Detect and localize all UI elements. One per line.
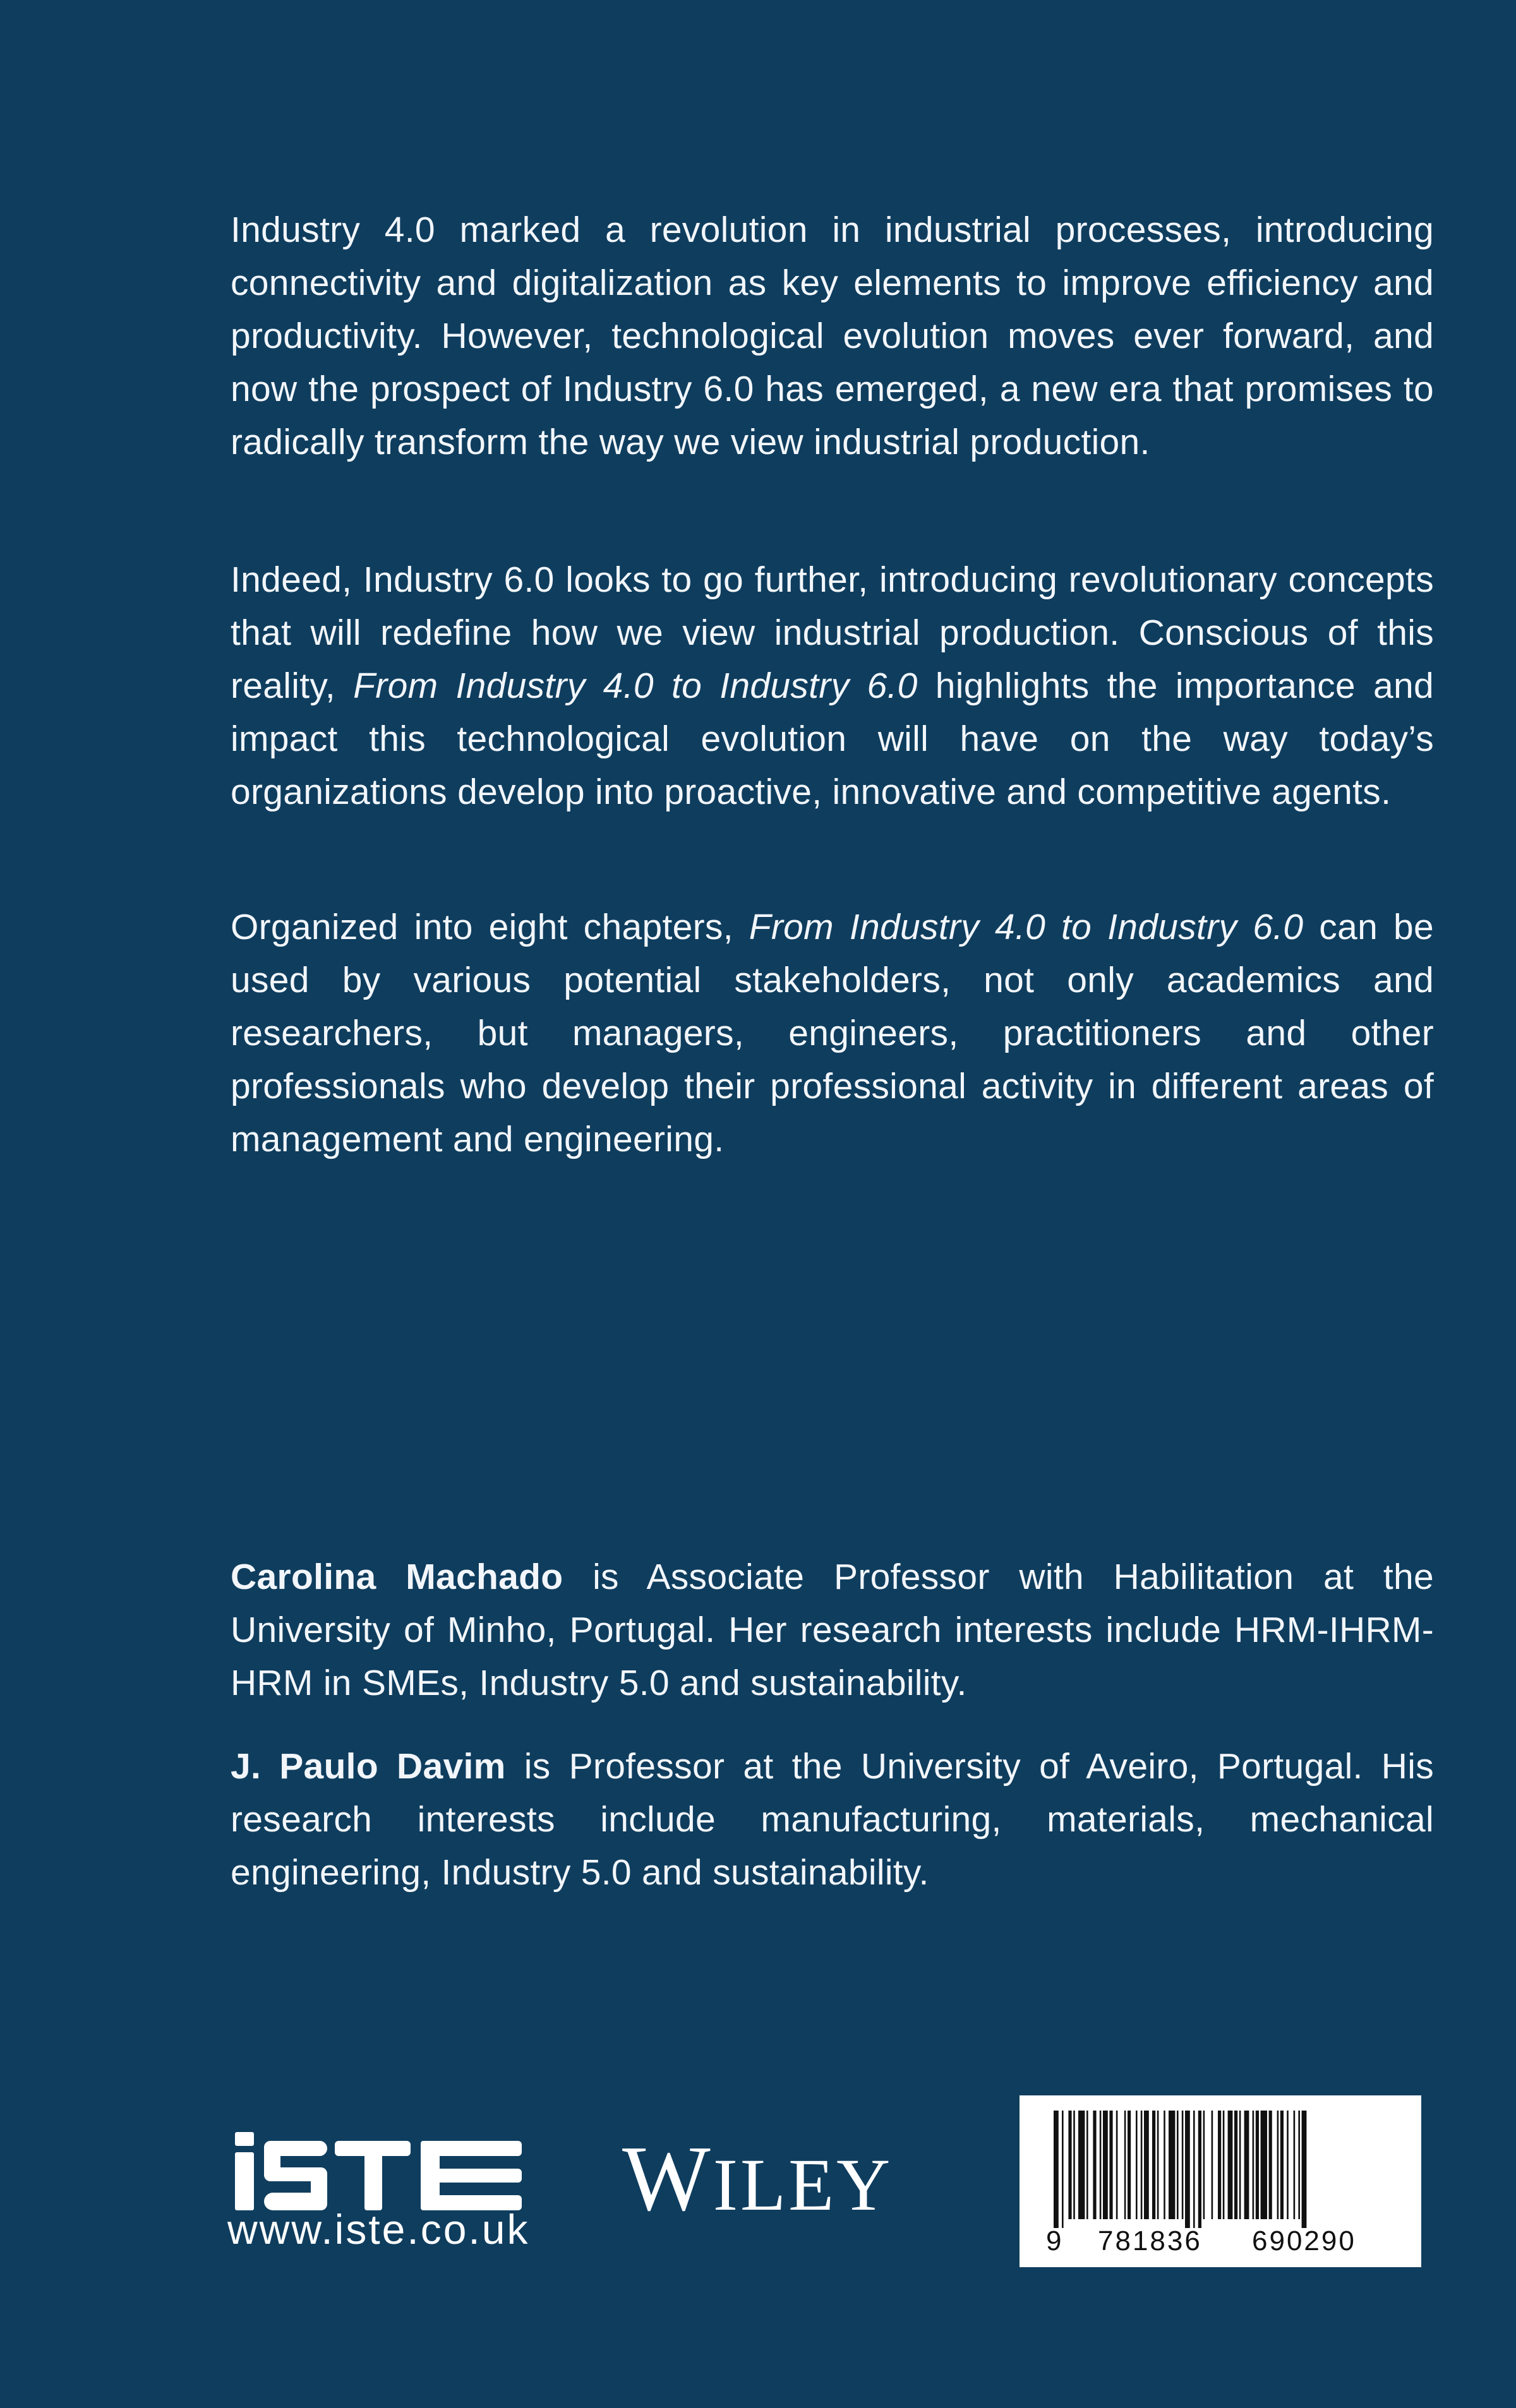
barcode-bar bbox=[1093, 2111, 1096, 2219]
barcode-bar bbox=[1256, 2111, 1259, 2219]
barcode-bar bbox=[1298, 2111, 1300, 2219]
barcode-bar bbox=[1239, 2111, 1241, 2219]
description-paragraph-2 bbox=[231, 553, 1434, 818]
barcode-bar bbox=[1244, 2111, 1249, 2219]
author-bio-text: is Professor at the University of Aveiro, Portugal. His research interests include manufacturing, materials, mechanical engineering, Industry 5.0 and sustainability. bbox=[231, 1746, 1434, 1893]
barcode-bar bbox=[1193, 2111, 1195, 2228]
barcode-bar bbox=[1185, 2111, 1190, 2228]
barcode-bar bbox=[1261, 2111, 1267, 2219]
description-paragraph-3 bbox=[231, 901, 1434, 1166]
author-name: J. Paulo Davim bbox=[231, 1746, 506, 1787]
wiley-logo-first-letter: W bbox=[622, 2127, 713, 2231]
iste-website: www.iste.co.uk bbox=[227, 2206, 530, 2253]
barcode-bar bbox=[1109, 2111, 1112, 2219]
isbn-digits bbox=[1020, 2225, 1421, 2263]
description-text: Indeed, Industry 6.0 looks to go further, introducing revolutionary concepts that will redefine how we view industrial production. Conscious of this reality, bbox=[231, 560, 1434, 706]
barcode-bar bbox=[1294, 2111, 1296, 2219]
iste-logo bbox=[234, 2127, 531, 2215]
isbn-barcode bbox=[1020, 2095, 1421, 2267]
barcode-bar bbox=[1086, 2111, 1088, 2219]
barcode-bar bbox=[1302, 2111, 1307, 2228]
barcode-icon bbox=[1042, 2111, 1399, 2231]
barcode-bar bbox=[1280, 2111, 1284, 2219]
barcode-bar bbox=[1062, 2111, 1064, 2228]
barcode-bar bbox=[1203, 2111, 1205, 2219]
barcode-bar bbox=[1100, 2111, 1102, 2219]
description-text: can be used by various potential stakeholders, not only academics and researchers, but managers, engineers, practitioners and other professionals who develop their professional activity in different areas of management and engineering. bbox=[231, 907, 1435, 1159]
author-name: Carolina Machado bbox=[231, 1557, 563, 1597]
barcode-bar bbox=[1169, 2111, 1175, 2219]
barcode-bar bbox=[1073, 2111, 1075, 2219]
barcode-bar bbox=[1103, 2111, 1108, 2219]
barcode-bar bbox=[1212, 2111, 1213, 2219]
barcode-bar bbox=[1223, 2111, 1225, 2219]
author-bio-text: is Associate Professor with Habilitation at the University of Minho, Portugal. Her research interests include HRM-IHRM-HRM in SMEs, Industry 5.0 and sustainability. bbox=[231, 1557, 1435, 1703]
barcode-bar bbox=[1152, 2111, 1155, 2219]
isbn-first-digit: 9 bbox=[1046, 2225, 1062, 2256]
barcode-bar bbox=[1182, 2111, 1184, 2219]
barcode-bar bbox=[1198, 2111, 1201, 2228]
barcode-bar bbox=[1054, 2111, 1059, 2228]
description-text: Organized into eight chapters, bbox=[231, 907, 749, 947]
barcode-bar bbox=[1228, 2111, 1233, 2219]
description-text: highlights the importance and impact this technological evolution will have on the way today’s organizations develop into proactive, innovative and competitive agents. bbox=[231, 666, 1434, 812]
wiley-logo-rest: ILEY bbox=[713, 2143, 893, 2226]
barcode-bar bbox=[1253, 2111, 1254, 2219]
isbn-left-group: 781836 bbox=[1098, 2225, 1202, 2256]
author-bio-2 bbox=[231, 1740, 1434, 1899]
barcode-bar bbox=[1277, 2111, 1279, 2219]
author-bio-1 bbox=[231, 1550, 1434, 1710]
isbn-right-group: 690290 bbox=[1252, 2225, 1356, 2256]
barcode-bar bbox=[1068, 2111, 1071, 2219]
barcode-bar bbox=[1128, 2111, 1131, 2219]
barcode-bar bbox=[1136, 2111, 1138, 2219]
book-title: From Industry 4.0 to Industry 6.0 bbox=[749, 907, 1304, 947]
barcode-bar bbox=[1116, 2111, 1118, 2219]
book-title: From Industry 4.0 to Industry 6.0 bbox=[353, 666, 918, 706]
barcode-bar bbox=[1078, 2111, 1085, 2219]
barcode-bar bbox=[1269, 2111, 1272, 2219]
barcode-bar bbox=[1234, 2111, 1237, 2219]
barcode-bar bbox=[1124, 2111, 1126, 2219]
description-paragraph-1 bbox=[231, 203, 1434, 469]
barcode-bar bbox=[1177, 2111, 1179, 2219]
description-text: Industry 4.0 marked a revolution in industrial processes, introducing connectivity and digitalization as key elements to improve efficiency and productivity. However, technological evolution moves ever forward, and now the prospect of Industry 6.0 has emerged, a new era that promises to radically transform the way we view industrial production. bbox=[231, 210, 1434, 462]
barcode-bar bbox=[1218, 2111, 1221, 2219]
barcode-bar bbox=[1144, 2111, 1149, 2219]
barcode-bar bbox=[1287, 2111, 1289, 2219]
barcode-bar bbox=[1157, 2111, 1159, 2219]
barcode-bar bbox=[1141, 2111, 1143, 2219]
barcode-bar bbox=[1164, 2111, 1165, 2219]
wiley-logo bbox=[622, 2128, 893, 2236]
